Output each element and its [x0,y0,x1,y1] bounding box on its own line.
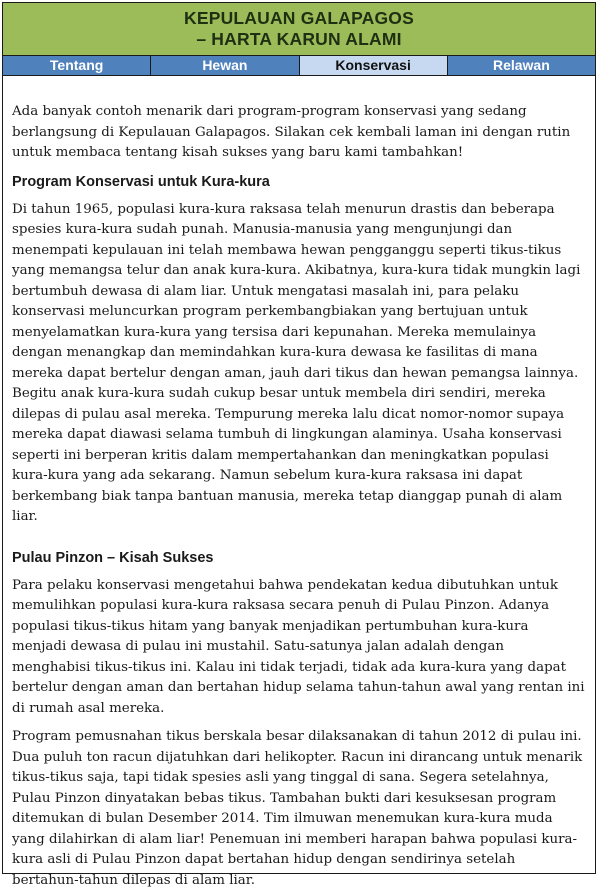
nav-bar [3,56,595,76]
banner-title-line1: KEPULAUAN GALAPAGOS [183,8,414,28]
section-paragraph-tortoise-program: Di tahun 1965, populasi kura-kura raksasa telah menurun drastis dan beberapa spesies kura-kura sudah punah. Manusia-manusia yang mengunjungi dan menempati kepulauan ini telah membawa hewan pengganggu seperti tikus-tikus yang memangsa telur dan anak kura-kura. Akibatnya, kura-kura tidak mungkin lagi bertumbuh dewasa di alam liar. Untuk mengatasi masalah ini, para pelaku konservasi meluncurkan program perkembangbiakan yang bertujuan untuk menyelamatkan kura-kura yang tersisa dari kepunahan. Mereka memulainya dengan menangkap dan memindahkan kura-kura dewasa ke fasilitas di mana mereka dapat bertelur dengan aman, jauh dari tikus dan hewan pemangsa lainnya. Begitu anak kura-kura sudah cukup besar untuk membela diri sendiri, mereka dilepas di pulau asal mereka. Tempurung mereka lalu dicat nomor-nomor supaya mereka dapat diawasi selama tumbuh di lingkungan alaminya. Usaha konservasi seperti ini berperan kritis dalam mempertahankan dan meningkatkan populasi kura-kura yang ada sekarang. Namun sebelum kura-kura raksasa ini dapat berkembang biak tanpa bantuan manusia, mereka tetap dianggap punah di alam liar. [12,201,581,524]
tab-konservasi[interactable]: Konservasi [300,56,448,75]
tab-relawan[interactable]: Relawan [448,56,595,75]
site-banner [3,3,595,56]
section-paragraph-pinzon-1: Para pelaku konservasi mengetahui bahwa pendekatan kedua dibutuhkan untuk memulihkan populasi kura-kura raksasa secara penuh di Pulau Pinzon. Adanya populasi tikus-tikus hitam yang banyak menjadikan pertumbuhan kura-kura menjadi dewasa di pulau ini mustahil. Satu-satunya jalan adalah dengan menghabisi tikus-tikus ini. Kalau ini tidak terjadi, tidak ada kura-kura yang dapat bertelur dengan aman dan bertahan hidup selama tahun-tahun awal yang rentan ini di rumah asal mereka. [12,577,585,716]
banner-title-line2: – HARTA KARUN ALAMI [196,29,402,49]
section-heading-pinzon: Pulau Pinzon – Kisah Sukses [12,549,214,566]
tab-tentang[interactable]: Tentang [3,56,151,75]
section-heading-tortoise-program: Program Konservasi untuk Kura-kura [12,173,270,190]
section-paragraph-pinzon-2: Program pemusnahan tikus berskala besar dilaksanakan di tahun 2012 di pulau ini. Dua puluh ton racun dijatuhkan dari helikopter. Racun ini dirancang untuk menarik tikus-tikus saja, tapi tidak spesies asli yang tinggal di sana. Segera setelahnya, Pulau Pinzon dinyatakan bebas tikus. Tambahan bukti dari kesuksesan program ditemukan di bulan Desember 2014. Tim ilmuwan menemukan kura-kura muda yang dilahirkan di alam liar! Penemuan ini memberi harapan bahwa populasi kura-kura asli di Pulau Pinzon dapat bertahan hidup dengan sendirinya setelah bertahun-tahun dilepas di alam liar. [12,729,583,888]
page-frame [2,2,596,888]
main-content [3,76,595,891]
intro-paragraph: Ada banyak contoh menarik dari program-program konservasi yang sedang berlangsung di Kepulauan Galapagos. Silakan cek kembali laman ini dengan rutin untuk membaca tentang kisah sukses yang baru kami tambahkan! [12,104,571,160]
tab-hewan[interactable]: Hewan [151,56,299,75]
